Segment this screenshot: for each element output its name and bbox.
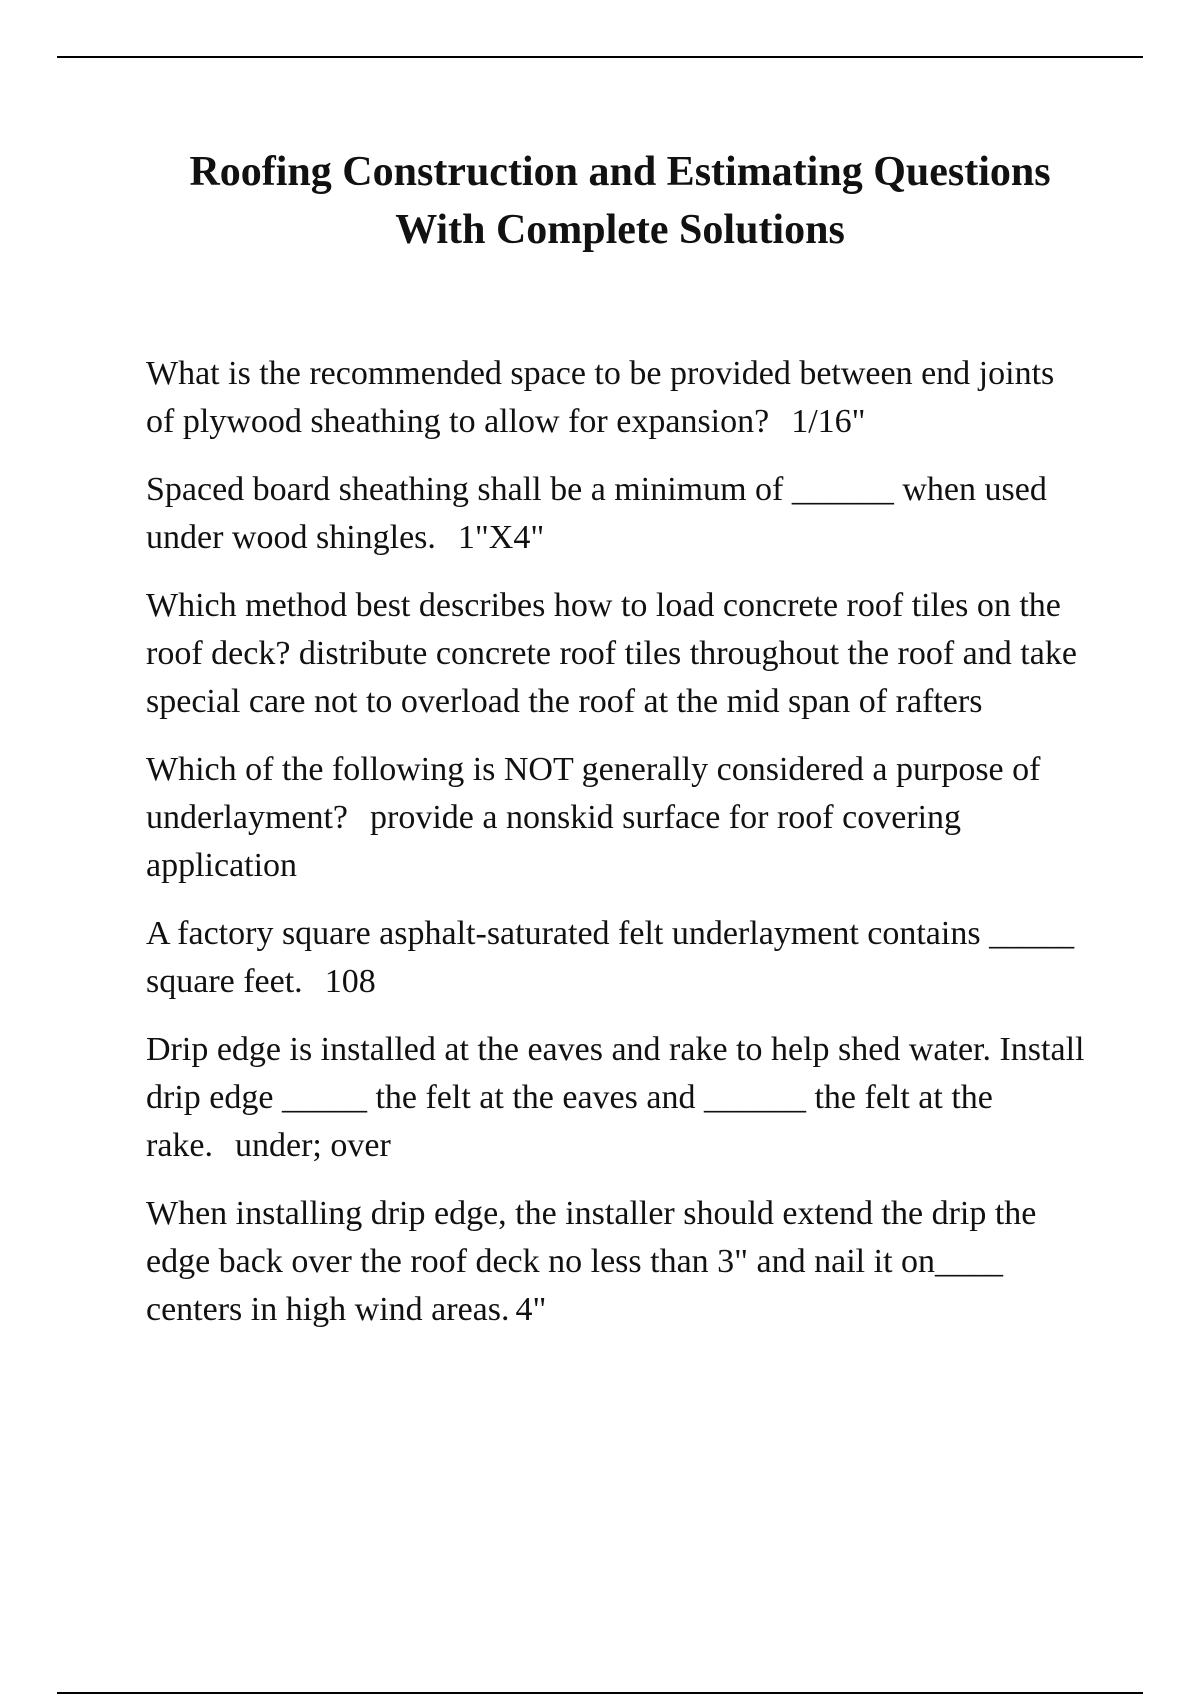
qa-item [146,1026,1086,1170]
qa-item [146,910,1086,1006]
question-text: What is the recommended space to be provided between end joints of plywood sheathing to allow for expansion? [146,355,1055,440]
question-text: A factory square asphalt-saturated felt underlayment contains _____ square feet. [146,915,1075,1000]
question-text: Which of the following is NOT generally considered a purpose of underlayment? [146,751,1041,836]
answer-text: under; over [235,1127,391,1164]
qa-list [146,350,1086,1354]
question-text: When installing drip edge, the installer should extend the drip the edge back over the roof deck no less than 3" and nail it on____ centers in high wind areas. [146,1195,1037,1328]
qa-item [146,582,1086,726]
answer-text: distribute concrete roof tiles throughout the roof and take special care not to overload the roof at the mid span of rafters [146,635,1077,720]
answer-text: 108 [324,963,376,1000]
title-line-1: Roofing Construction and Estimating Questions [189,149,1051,195]
qa-item [146,746,1086,890]
top-rule [57,56,1143,58]
answer-text: 1/16" [791,403,866,440]
question-text: Which method best describes how to load concrete roof tiles on the roof deck? [146,587,1061,672]
answer-text: 1"X4" [457,519,545,556]
bottom-rule [57,1692,1143,1694]
question-text: Spaced board sheathing shall be a minimum of ______ when used under wood shingles. [146,471,1047,556]
qa-item [146,350,1086,446]
answer-text: provide a nonskid surface for roof covering application [146,799,962,884]
qa-item [146,466,1086,562]
page-title [100,143,1140,259]
title-line-2: With Complete Solutions [395,207,845,253]
question-text: Drip edge is installed at the eaves and rake to help shed water. Install drip edge _____ the felt at the eaves and ______ the felt at the rake. [146,1031,1085,1164]
answer-text: 4" [515,1291,547,1328]
qa-item [146,1190,1086,1334]
